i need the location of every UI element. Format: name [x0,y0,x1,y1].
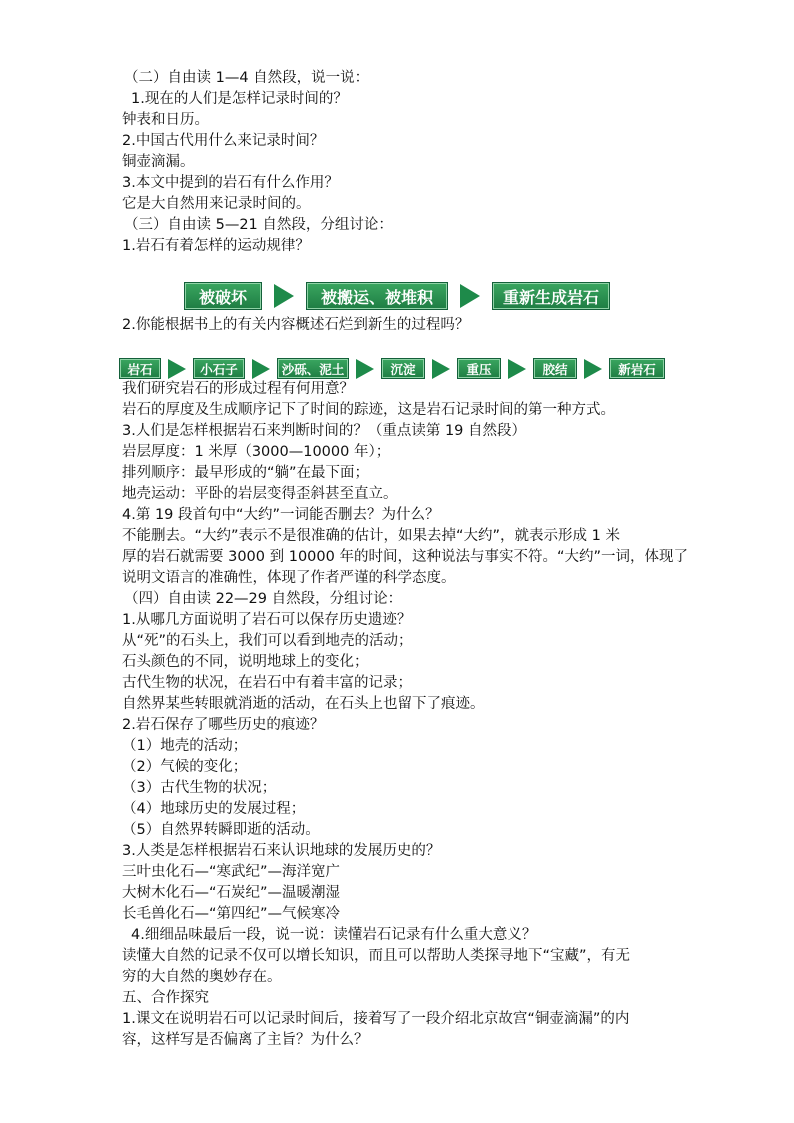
arrow-right-icon [168,359,186,379]
text-line: 三叶虫化石—“寒武纪”—海洋宽广 [122,864,341,880]
flow-step-cementation: 胶结 [533,358,577,379]
text-line: （1）地壳的活动； [122,738,248,754]
flow-step-pebbles: 小石子 [193,358,245,379]
flow-step-gravel-soil: 沙砾、泥土 [277,358,349,379]
text-line: 容，这样写是否偏离了主旨？为什么？ [122,1032,369,1048]
text-line: 五、合作探究 [122,990,209,1006]
text-line: 4.细细品味最后一段，说一说：读懂岩石记录有什么重大意义？ [131,927,537,943]
text-line: 排列顺序：最早形成的“躺”在最下面； [122,465,370,481]
text-line: 1.岩石有着怎样的运动规律？ [122,238,310,254]
text-line: 2.你能根据书上的有关内容概述石烂到新生的过程吗？ [122,317,470,333]
text-line: 岩石的厚度及生成顺序记下了时间的踪迹，这是岩石记录时间的第一种方式。 [122,402,615,418]
text-line: 3.人们是怎样根据岩石来判断时间的？（重点读第 19 自然段） [122,423,527,439]
text-line: （2）气候的变化； [122,759,248,775]
flow-step-destroyed: 被破坏 [184,282,262,310]
text-line: 不能删去。“大约”表示不是很准确的估计，如果去掉“大约”，就表示形成 1 米 [122,528,620,544]
text-line: 它是大自然用来记录时间的。 [122,196,311,212]
text-line: 3.人类是怎样根据岩石来认识地球的发展历史的？ [122,843,441,859]
text-line: （四）自由读 22—29 自然段，分组讨论： [124,591,403,607]
text-line: 穷的大自然的奥妙存在。 [122,969,282,985]
text-line: 钟表和日历。 [122,112,209,128]
text-line: 地壳运动：平卧的岩层变得歪斜甚至直立。 [122,486,398,502]
rock-cycle-diagram [184,282,610,310]
text-line: 从“死”的石头上，我们可以看到地壳的活动； [122,633,413,649]
arrow-right-icon [460,284,480,308]
flow-step-rock: 岩石 [119,358,161,379]
arrow-right-icon [584,359,602,379]
arrow-right-icon [508,359,526,379]
text-line: 我们研究岩石的形成过程有何用意？ [122,381,354,397]
flow-step-sediment: 沉淀 [381,358,425,379]
text-line: 大树木化石—“石炭纪”—温暖潮湿 [122,885,341,901]
text-line: 古代生物的状况，在岩石中有着丰富的记录； [122,675,412,691]
flow-step-new-rock: 重新生成岩石 [492,282,610,310]
text-line: （三）自由读 5—21 自然段，分组讨论： [124,217,393,233]
flow-step-pressure: 重压 [457,358,501,379]
text-line: （5）自然界转瞬即逝的活动。 [122,822,320,838]
text-line: 长毛兽化石—“第四纪”—气候寒冷 [122,906,341,922]
arrow-right-icon [274,284,294,308]
text-line: 石头颜色的不同，说明地球上的变化； [122,654,369,670]
text-line: （3）古代生物的状况； [122,780,277,796]
text-line: 3.本文中提到的岩石有什么作用？ [122,175,339,191]
text-line: 1.课文在说明岩石可以记录时间后，接着写了一段介绍北京故宫“铜壶滴漏”的内 [122,1011,630,1027]
text-line: 岩层厚度：1 米厚（3000—10000 年）； [122,444,391,460]
text-line: 说明文语言的准确性，体现了作者严谨的科学态度。 [122,570,456,586]
rock-formation-diagram [119,358,665,379]
arrow-right-icon [252,359,270,379]
text-line: 自然界某些转眼就消逝的活动，在石头上也留下了痕迹。 [122,696,485,712]
text-line: 2.中国古代用什么来记录时间？ [122,133,325,149]
text-line: 2.岩石保存了哪些历史的痕迹？ [122,717,325,733]
text-line: 1.从哪几方面说明了岩石可以保存历史遗迹？ [122,612,412,628]
text-line: 1.现在的人们是怎样记录时间的？ [131,91,348,107]
text-line: 铜壶滴漏。 [122,154,195,170]
text-line: （二）自由读 1—4 自然段，说一说： [124,70,370,86]
text-line: （4）地球历史的发展过程； [122,801,306,817]
arrow-right-icon [432,359,450,379]
text-line: 厚的岩石就需要 3000 到 10000 年的时间，这种说法与事实不符。“大约”一词，体现了 [122,549,688,565]
flow-step-transported-deposited: 被搬运、被堆积 [306,282,448,310]
text-line: 4.第 19 段首句中“大约”一词能否删去？为什么？ [122,507,440,523]
flow-step-new-rock-2: 新岩石 [609,358,665,379]
arrow-right-icon [356,359,374,379]
text-line: 读懂大自然的记录不仅可以增长知识，而且可以帮助人类探寻地下“宝藏”，有无 [122,948,631,964]
